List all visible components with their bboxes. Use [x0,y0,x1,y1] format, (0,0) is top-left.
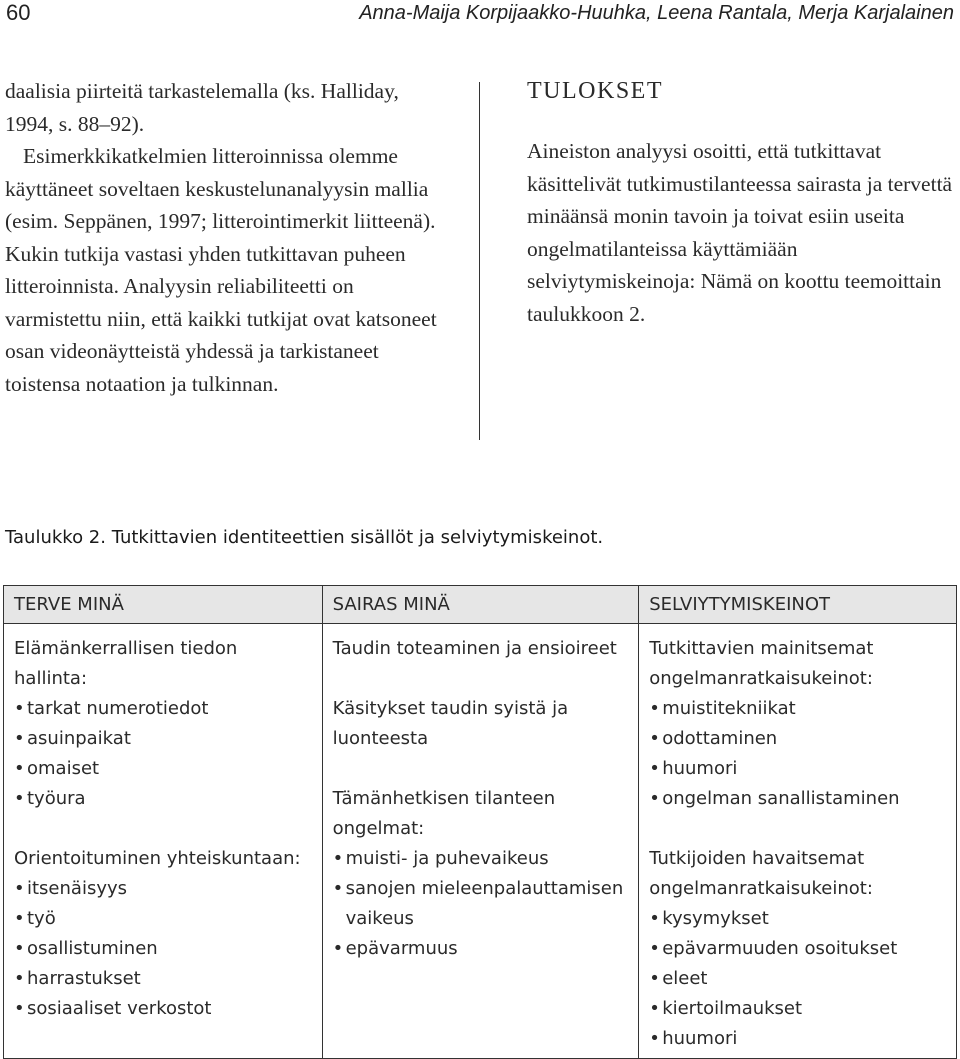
list-item: • muisti- ja puhevaikeus [333,844,629,874]
list-item: • harrastukset [14,964,312,994]
left-text-column [5,75,445,400]
block-heading: Käsitykset taudin syistä ja luonteesta [332,698,569,749]
block-onset [333,634,629,664]
bullet-list [649,694,946,814]
right-text-column [527,75,957,330]
cell-terve-mina [4,624,323,1059]
cell-selviytymiskeinot [639,624,957,1059]
block-heading: Orientoituminen yhteiskuntaan: [14,848,301,869]
results-table [3,585,957,1059]
block-heading: Tutkijoiden havaitsemat ongelmanratkaisukeinot: [649,848,873,899]
block-causes [333,694,629,754]
table-caption: Taulukko 2. Tutkittavien identiteettien sisällöt ja selviytymiskeinot. [5,527,604,548]
results-paragraph: Aineiston analyysi osoitti, että tutkittavat käsittelivät tutkimustilanteessa sairasta ja tervettä minäänsä monin tavoin ja toivat esiin useita ongelmatilanteissa käyttämiään selviytymiskeinoja: Nämä on koottu teemoittain taulukkoon 2. [527,139,953,326]
block-heading: Tutkittavien mainitsemat ongelmanratkaisukeinot: [649,638,874,689]
header-terve-mina: TERVE MINÄ [4,586,323,624]
list-item: • kysymykset [649,904,946,934]
table-row [4,624,957,1059]
bullet-list [14,874,312,1024]
bullet-list [649,904,946,1054]
block-researcher-strategies [649,844,946,1054]
list-item: • huumori [649,1024,946,1054]
list-item: • osallistuminen [14,934,312,964]
page-header [0,0,960,28]
running-head: Anna-Maija Korpijaakko-Huuhka, Leena Rantala, Merja Karjalainen [359,2,954,24]
list-item: • huumori [649,754,946,784]
list-item: • työura [14,784,312,814]
list-item: • tarkat numerotiedot [14,694,312,724]
cell-sairas-mina [322,624,639,1059]
list-item: • ongelman sanallistaminen [649,784,946,814]
list-item: • odottaminen [649,724,946,754]
list-item: • muistitekniikat [649,694,946,724]
list-item: • sanojen mieleenpalauttamisen vaikeus [333,874,629,934]
section-title: TULOKSET [527,78,663,104]
list-item: • sosiaaliset verkostot [14,994,312,1024]
header-selviytymiskeinot: SELVIYTYMISKEINOT [639,586,957,624]
block-heading: Elämänkerrallisen tiedon hallinta: [14,638,238,689]
list-item: • omaiset [14,754,312,784]
header-sairas-mina: SAIRAS MINÄ [322,586,639,624]
list-item: • epävarmuuden osoitukset [649,934,946,964]
list-item: • epävarmuus [333,934,629,964]
block-orientation [14,844,312,1024]
page-number: 60 [6,0,31,25]
list-item: • eleet [649,964,946,994]
list-item: • kiertoilmaukset [649,994,946,1024]
paragraph-1: daalisia piirteitä tarkastelemalla (ks. Halliday, 1994, s. 88–92). [5,79,399,136]
list-item: • työ [14,904,312,934]
list-item: • itsenäisyys [14,874,312,904]
block-biographical [14,634,312,814]
column-divider [479,82,480,440]
bullet-list [333,844,629,964]
block-heading: Taudin toteaminen ja ensioireet [332,638,617,659]
paragraph-2: Esimerkkikatkelmien litteroinnissa olemme käyttäneet soveltaen keskustelunanalyysin mallia (esim. Seppänen, 1997; litterointimerkit liitteenä). Kukin tutkija vastasi yhden tutkittavan puheen litteroinnista. Analyysin reliabiliteetti on varmistettu niin, että kaikki tutkijat ovat katsoneet osan videonäytteistä yhdessä ja tarkistaneet toistensa notaation ja tulkinnan. [5,144,437,396]
table-header-row [4,586,957,624]
block-current-problems [333,784,629,964]
list-item: • asuinpaikat [14,724,312,754]
block-subject-strategies [649,634,946,814]
block-heading: Tämänhetkisen tilanteen ongelmat: [332,788,556,839]
bullet-list [14,694,312,814]
